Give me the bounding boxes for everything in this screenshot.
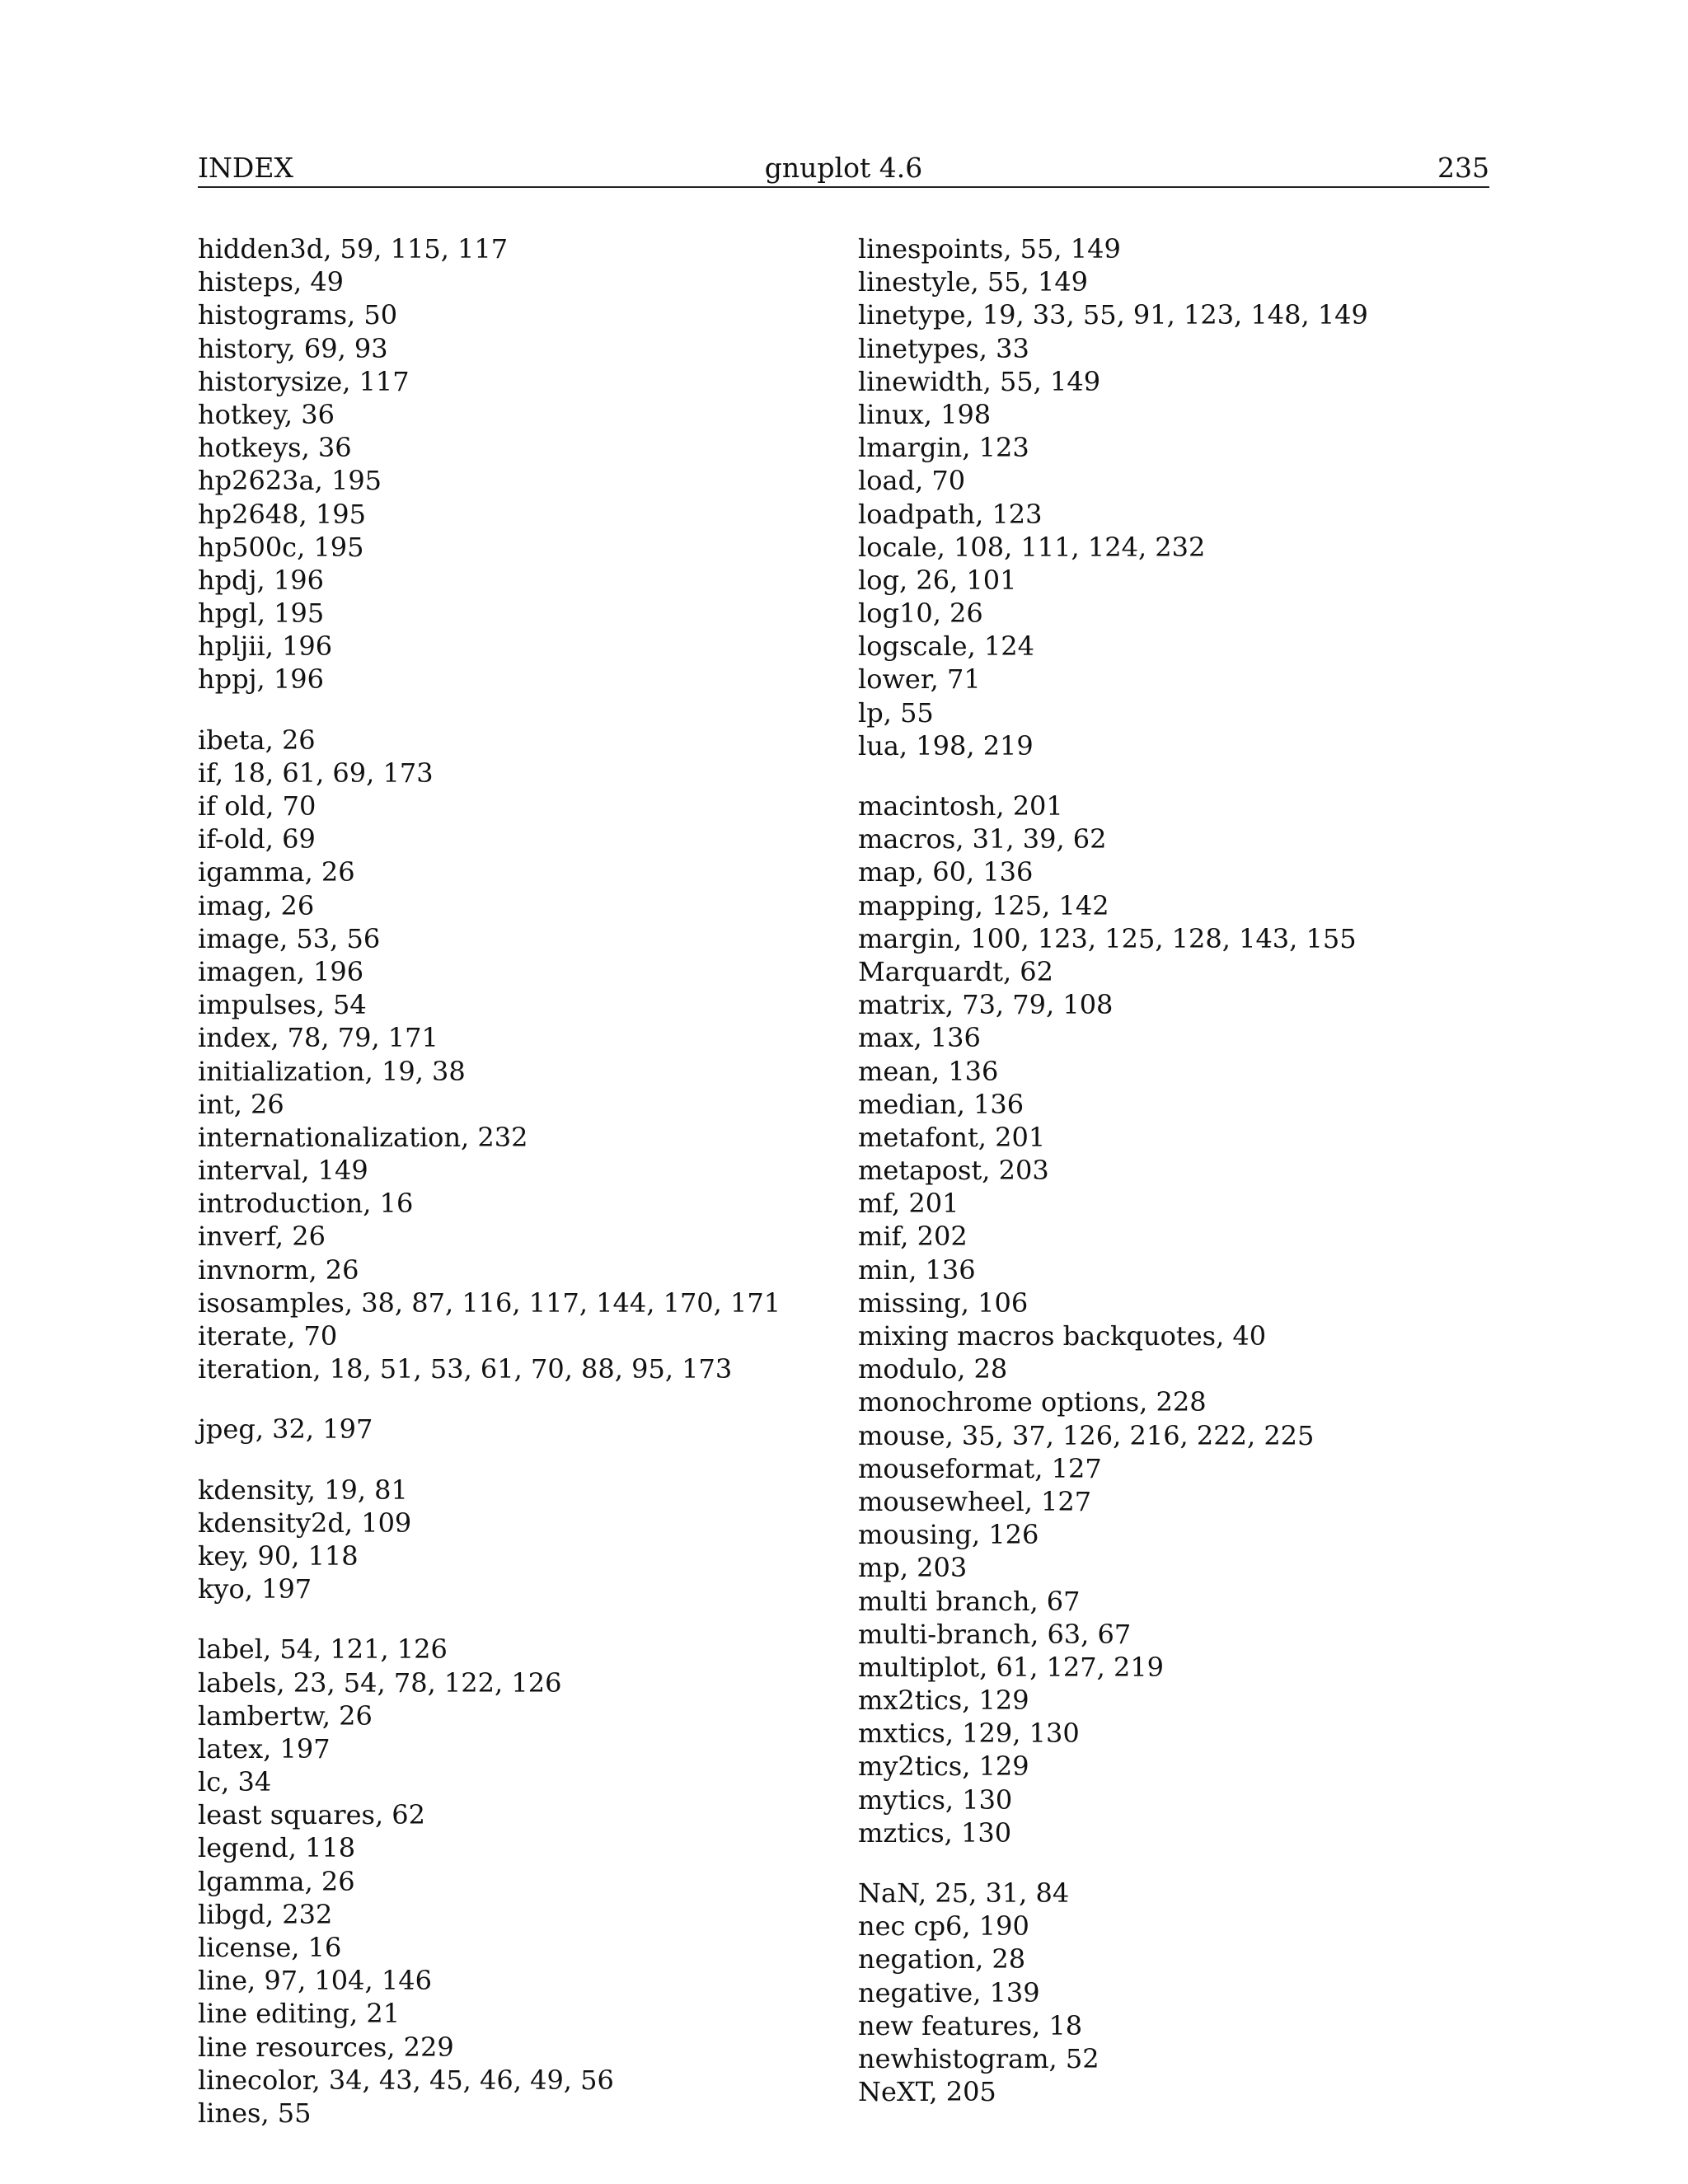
index-entry: missing, 106 [858, 1286, 1029, 1319]
index-letter-group [858, 232, 1484, 762]
index-entry: metafont, 201 [858, 1121, 1046, 1153]
index-entry: modulo, 28 [858, 1353, 1008, 1385]
index-entry: introduction, 16 [198, 1188, 414, 1220]
index-entry: locale, 108, 111, 124, 232 [858, 531, 1206, 563]
index-entry: margin, 100, 123, 125, 128, 143, 155 [858, 922, 1357, 954]
index-entry: log10, 26 [858, 598, 983, 630]
index-entry: max, 136 [858, 1022, 981, 1054]
index-entry: metapost, 203 [858, 1155, 1049, 1187]
index-letter-group [198, 1413, 824, 1446]
index-entry: loadpath, 123 [858, 498, 1043, 530]
index-entry: int, 26 [198, 1088, 284, 1120]
index-entry: kdensity, 19, 81 [198, 1474, 408, 1506]
index-entry: NaN, 25, 31, 84 [858, 1877, 1070, 1909]
index-entry: multi-branch, 63, 67 [858, 1618, 1132, 1650]
index-entry: linecolor, 34, 43, 45, 46, 49, 56 [198, 2064, 614, 2096]
index-entry: median, 136 [858, 1088, 1025, 1120]
index-entry: mp, 203 [858, 1552, 968, 1584]
index-entry: lines, 55 [198, 2097, 312, 2129]
index-entry: mousewheel, 127 [858, 1485, 1092, 1517]
index-entry: invnorm, 26 [198, 1254, 359, 1286]
index-entry: linestyle, 55, 149 [858, 266, 1089, 298]
index-letter-group [198, 232, 824, 696]
index-letter-group [198, 1633, 824, 2130]
index-entry: newhistogram, 52 [858, 2042, 1100, 2074]
index-entry: lp, 55 [858, 696, 934, 729]
index-entry: labels, 23, 54, 78, 122, 126 [198, 1666, 562, 1699]
index-entry: mean, 136 [858, 1055, 999, 1087]
index-entry: iterate, 70 [198, 1320, 338, 1352]
index-entry: libgd, 232 [198, 1898, 333, 1930]
index-entry: nec cp6, 190 [858, 1910, 1029, 1943]
index-entry: least squares, 62 [198, 1799, 426, 1831]
index-entry: mif, 202 [858, 1221, 968, 1253]
index-entry: line editing, 21 [198, 1998, 401, 2030]
index-entry: if old, 70 [198, 790, 316, 822]
index-entry: min, 136 [858, 1254, 976, 1286]
index-entry: hp500c, 195 [198, 531, 364, 563]
index-entry: logscale, 124 [858, 630, 1034, 663]
index-entry: mouseformat, 127 [858, 1452, 1102, 1484]
index-entry: lmargin, 123 [858, 432, 1029, 464]
index-entry: image, 53, 56 [198, 922, 381, 954]
index-entry: Marquardt, 62 [858, 955, 1054, 987]
index-entry: new features, 18 [858, 2009, 1083, 2041]
index-entry: mytics, 130 [858, 1783, 1013, 1816]
index-entry: linewidth, 55, 149 [858, 365, 1101, 397]
index-entry: log, 26, 101 [858, 564, 1017, 596]
index-entry: mouse, 35, 37, 126, 216, 222, 225 [858, 1419, 1315, 1451]
index-entry: line resources, 229 [198, 2031, 454, 2063]
index-entry: if, 18, 61, 69, 173 [198, 757, 434, 789]
index-entry: iteration, 18, 51, 53, 61, 70, 88, 95, 173 [198, 1353, 733, 1385]
index-column-left [198, 232, 824, 2157]
index-entry: impulses, 54 [198, 989, 367, 1021]
index-entry: hotkeys, 36 [198, 432, 352, 464]
index-entry: linetype, 19, 33, 55, 91, 123, 148, 149 [858, 299, 1368, 331]
index-entry: internationalization, 232 [198, 1121, 528, 1153]
index-entry: hpgl, 195 [198, 598, 325, 630]
index-entry: multiplot, 61, 127, 219 [858, 1651, 1165, 1683]
index-letter-group [198, 1474, 824, 1606]
index-letter-group [198, 724, 824, 1386]
index-entry: initialization, 19, 38 [198, 1055, 466, 1087]
index-entry: hp2648, 195 [198, 498, 366, 530]
index-entry: mf, 201 [858, 1188, 959, 1220]
index-entry: hpdj, 196 [198, 564, 324, 596]
index-entry: negation, 28 [858, 1943, 1026, 1975]
index-entry: mousing, 126 [858, 1519, 1039, 1551]
index-entry: historysize, 117 [198, 365, 410, 397]
index-entry: lgamma, 26 [198, 1865, 355, 1897]
index-entry: mxtics, 129, 130 [858, 1718, 1080, 1750]
index-entry: index, 78, 79, 171 [198, 1022, 438, 1054]
index-entry: imagen, 196 [198, 955, 364, 987]
index-entry: key, 90, 118 [198, 1540, 359, 1572]
index-entry: linetypes, 33 [858, 332, 1029, 364]
index-letter-group [858, 1877, 1484, 2108]
index-entry: macintosh, 201 [858, 790, 1063, 822]
header-section-title: INDEX [198, 152, 293, 184]
index-entry: linespoints, 55, 149 [858, 233, 1121, 265]
index-entry: hidden3d, 59, 115, 117 [198, 233, 509, 265]
header-page-number: 235 [1437, 152, 1489, 184]
index-entry: legend, 118 [198, 1832, 356, 1864]
index-entry: mixing macros backquotes, 40 [858, 1320, 1267, 1352]
index-entry: igamma, 26 [198, 856, 355, 888]
index-entry: isosamples, 38, 87, 116, 117, 144, 170, 171 [198, 1286, 781, 1319]
index-entry: hppj, 196 [198, 663, 324, 696]
index-entry: matrix, 73, 79, 108 [858, 989, 1114, 1021]
index-entry: label, 54, 121, 126 [198, 1633, 448, 1666]
index-entry: license, 16 [198, 1932, 342, 1963]
index-entry: jpeg, 32, 197 [198, 1413, 373, 1446]
index-entry: inverf, 26 [198, 1221, 326, 1253]
index-entry: map, 60, 136 [858, 856, 1034, 888]
index-entry: history, 69, 93 [198, 332, 388, 364]
index-entry: NeXT, 205 [858, 2076, 996, 2108]
index-entry: imag, 26 [198, 889, 315, 921]
index-entry: negative, 139 [858, 1976, 1040, 2008]
index-entry: mztics, 130 [858, 1816, 1012, 1849]
index-letter-group [858, 790, 1484, 1849]
index-entry: kyo, 197 [198, 1573, 312, 1605]
index-entry: mx2tics, 129 [858, 1685, 1029, 1717]
index-entry: histeps, 49 [198, 266, 345, 298]
index-entry: lc, 34 [198, 1766, 272, 1798]
index-entry: latex, 197 [198, 1732, 331, 1765]
index-entry: load, 70 [858, 465, 966, 497]
page-header [198, 150, 1489, 188]
index-entry: hotkey, 36 [198, 398, 335, 430]
index-entry: interval, 149 [198, 1155, 368, 1187]
index-entry: multi branch, 67 [858, 1585, 1081, 1617]
index-entry: lua, 198, 219 [858, 729, 1034, 762]
index-entry: monochrome options, 228 [858, 1386, 1207, 1418]
index-entry: line, 97, 104, 146 [198, 1965, 432, 1997]
index-entry: mapping, 125, 142 [858, 889, 1109, 921]
index-column-right [858, 232, 1484, 2135]
index-entry: my2tics, 129 [858, 1750, 1029, 1783]
index-entry: macros, 31, 39, 62 [858, 823, 1107, 855]
index-entry: kdensity2d, 109 [198, 1507, 412, 1539]
index-entry: if-old, 69 [198, 823, 316, 855]
index-entry: hp2623a, 195 [198, 465, 382, 497]
index-entry: lambertw, 26 [198, 1699, 373, 1732]
index-entry: hpljii, 196 [198, 630, 333, 663]
index-entry: ibeta, 26 [198, 724, 316, 756]
header-document-title: gnuplot 4.6 [764, 152, 923, 184]
index-entry: histograms, 50 [198, 299, 398, 331]
index-entry: linux, 198 [858, 398, 992, 430]
index-entry: lower, 71 [858, 663, 981, 696]
